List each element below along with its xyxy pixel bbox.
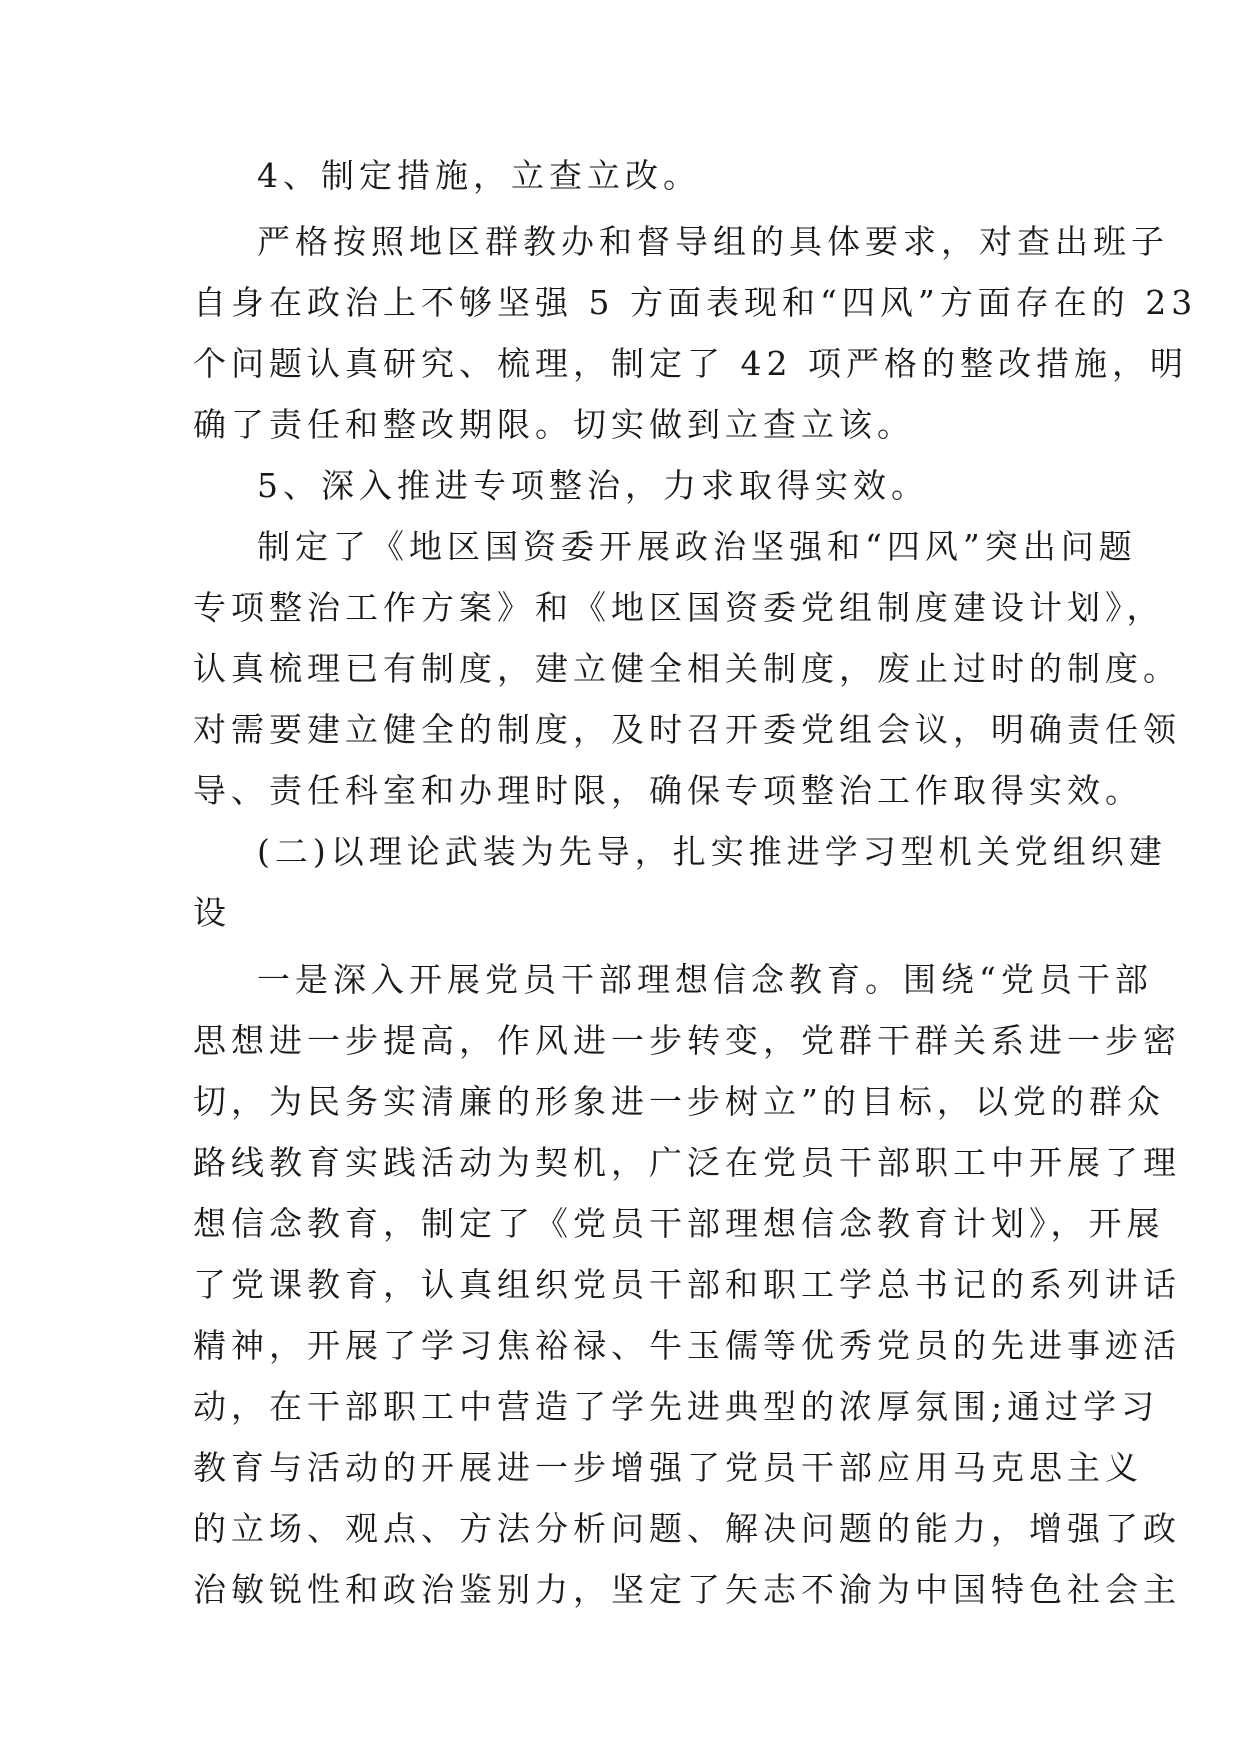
paragraph-line: 自身在政治上不够坚强 5 方面表现和“四风”方面存在的 23	[193, 283, 1198, 322]
paragraph-line: 教育与活动的开展进一步增强了党员干部应用马克思主义	[193, 1448, 1143, 1487]
paragraph-line: 认真梳理已有制度，建立健全相关制度，废止过时的制度。	[193, 649, 1181, 688]
paragraph-line: 确了责任和整改期限。切实做到立查立该。	[193, 405, 915, 444]
paragraph-line: 路线教育实践活动为契机，广泛在党员干部职工中开展了理	[193, 1143, 1181, 1182]
paragraph-line: 的立场、观点、方法分析问题、解决问题的能力，增强了政	[193, 1509, 1181, 1548]
paragraph-line: 了党课教育，认真组织党员干部和职工学总书记的系列讲话	[193, 1265, 1181, 1304]
paragraph-line: 想信念教育，制定了《党员干部理想信念教育计划》，开展	[193, 1204, 1165, 1243]
paragraph-line: 治敏锐性和政治鉴别力，坚定了矢志不渝为中国特色社会主	[193, 1570, 1181, 1609]
paragraph-line: 思想进一步提高，作风进一步转变，党群干群关系进一步密	[193, 1021, 1181, 1060]
paragraph-line: 精神，开展了学习焦裕禄、牛玉儒等优秀党员的先进事迹活	[193, 1326, 1181, 1365]
paragraph-line: 对需要建立健全的制度，及时召开委党组会议，明确责任领	[193, 710, 1181, 749]
paragraph-line: 动，在干部职工中营造了学先进典型的浓厚氛围;通过学习	[193, 1387, 1160, 1426]
paragraph-line: 专项整治工作方案》和《地区国资委党组制度建设计划》，	[193, 588, 1165, 627]
paragraph-line: 导、责任科室和办理时限，确保专项整治工作取得实效。	[193, 771, 1143, 810]
paragraph-line: 切，为民务实清廉的形象进一步树立”的目标，以党的群众	[193, 1082, 1165, 1121]
section-heading-continuation: 设	[193, 893, 231, 932]
paragraph-line: 制定了《地区国资委开展政治坚强和“四风”突出问题	[257, 527, 1137, 566]
paragraph-line: 一是深入开展党员干部理想信念教育。围绕“党员干部	[257, 960, 1153, 999]
section-heading: (二)以理论武装为先导，扎实推进学习型机关党组织建	[257, 832, 1167, 871]
paragraph-line: 个问题认真研究、梳理，制定了 42 项严格的整改措施，明	[193, 344, 1188, 383]
paragraph-line: 严格按照地区群教办和督导组的具体要求，对查出班子	[257, 222, 1169, 261]
heading-item-4: 4、制定措施，立查立改。	[257, 156, 701, 195]
heading-item-5: 5、深入推进专项整治，力求取得实效。	[257, 466, 929, 505]
